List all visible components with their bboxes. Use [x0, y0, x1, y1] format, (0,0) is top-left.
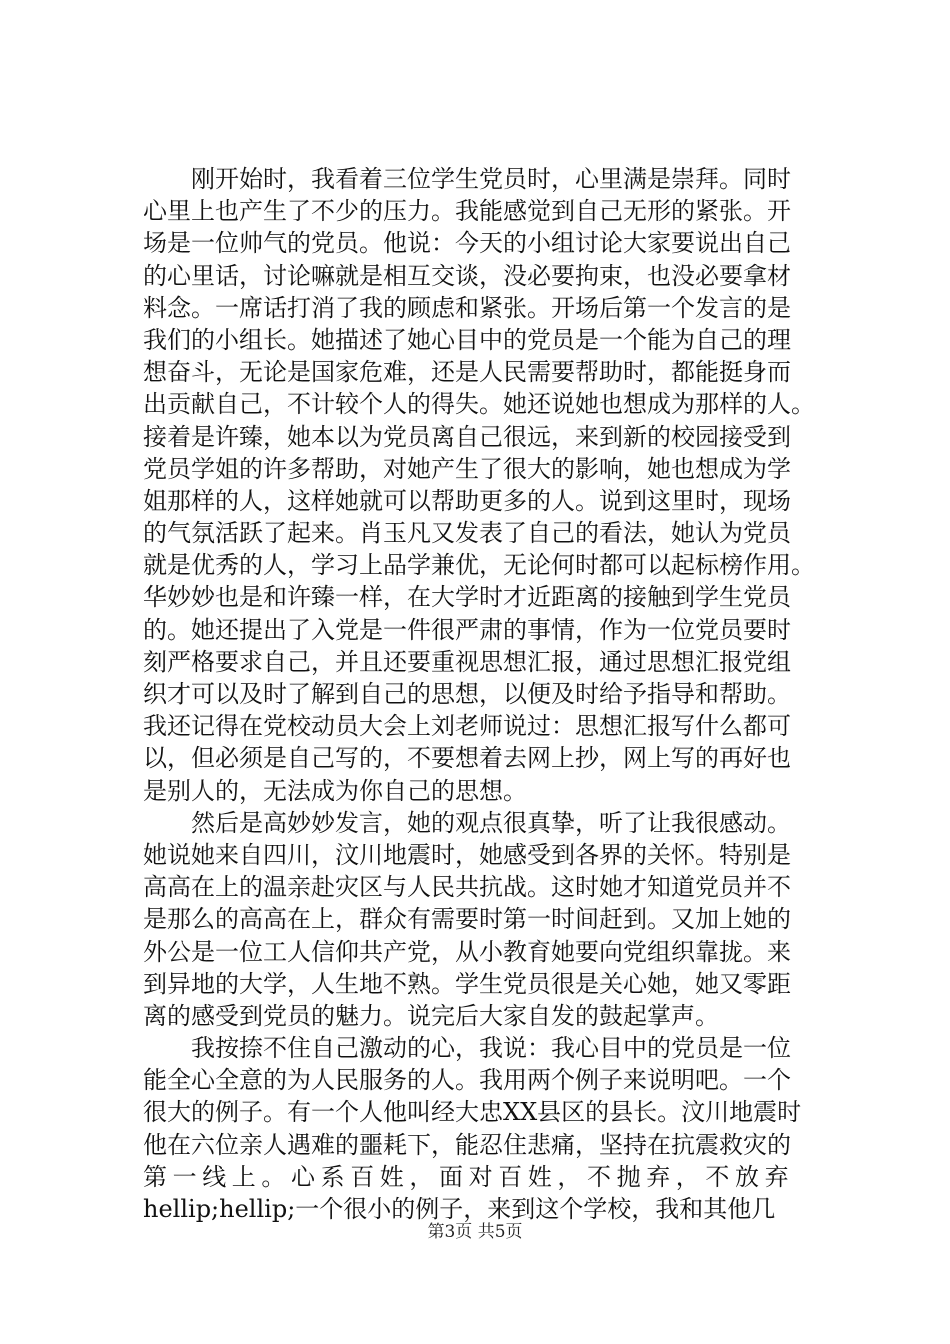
text-line: 她说她来自四川，汶川地震时，她感受到各界的关怀。特别是 — [143, 840, 791, 869]
text-line: 的。她还提出了入党是一件很严肃的事情，作为一位党员要时 — [143, 615, 791, 644]
text-line: 以，但必须是自己写的，不要想着去网上抄，网上写的再好也 — [143, 744, 791, 773]
text-line: 就是优秀的人，学习上品学兼优，无论何时都可以起标榜作用。 — [143, 551, 815, 580]
text-line: 料念。一席话打消了我的顾虑和紧张。开场后第一个发言的是 — [143, 293, 791, 322]
text-line: 织才可以及时了解到自己的思想，以便及时给予指导和帮助。 — [143, 680, 791, 708]
text-line: 想奋斗，无论是国家危难，还是人民需要帮助时，都能挺身而 — [143, 358, 791, 387]
text-line: 很大的例子。有一个人他叫经大忠XX县区的县长。汶川地震时 — [143, 1098, 802, 1127]
text-line: 我还记得在党校动员大会上刘老师说过：思想汇报写什么都可 — [143, 712, 791, 741]
text-line: 出贡献自己，不计较个人的得失。她还说她也想成为那样的人。 — [143, 390, 815, 419]
text-line: 场是一位帅气的党员。他说：今天的小组讨论大家要说出自己 — [143, 229, 791, 258]
text-line: 的心里话，讨论嘛就是相互交谈，没必要拘束，也没必要拿材 — [143, 261, 791, 290]
text-line: 的气氛活跃了起来。肖玉凡又发表了自己的看法，她认为党员 — [143, 519, 791, 548]
text-line: 到异地的大学，人生地不熟。学生党员很是关心她，她又零距 — [143, 969, 791, 998]
page-footer — [0, 1217, 950, 1242]
text-line: 心里上也产生了不少的压力。我能感觉到自己无形的紧张。开 — [143, 197, 791, 226]
page-number: 第3页 共5页 — [427, 1222, 523, 1242]
text-line: 外公是一位工人信仰共产党，从小教育她要向党组织靠拢。来 — [143, 937, 791, 966]
text-line: 高高在上的温亲赴灾区与人民共抗战。这时她才知道党员并不 — [143, 873, 791, 902]
text-line: 是那么的高高在上，群众有需要时第一时间赶到。又加上她的 — [143, 905, 791, 934]
text-line: 离的感受到党员的魅力。说完后大家自发的鼓起掌声。 — [143, 1001, 719, 1030]
text-line: 是别人的，无法成为你自己的思想。 — [143, 776, 527, 805]
text-line: 刚开始时，我看着三位学生党员时，心里满是崇拜。同时 — [191, 165, 791, 193]
text-line: 接着是许臻，她本以为党员离自己很远，来到新的校园接受到 — [143, 422, 791, 451]
text-line: 姐那样的人，这样她就可以帮助更多的人。说到这里时，现场 — [143, 486, 791, 515]
text-line: 我们的小组长。她描述了她心目中的党员是一个能为自己的理 — [143, 325, 791, 354]
text-line: hellip;hellip;一个很小的例子，来到这个学校，我和其他几 — [143, 1195, 776, 1223]
text-line: 他在六位亲人遇难的噩耗下，能忍住悲痛，坚持在抗震救灾的 — [143, 1130, 791, 1159]
text-line: 党员学姐的许多帮助，对她产生了很大的影响，她也想成为学 — [143, 454, 791, 483]
body-text — [143, 163, 831, 1225]
text-line: 华妙妙也是和许臻一样，在大学时才近距离的接触到学生党员 — [143, 583, 791, 612]
text-line: 第一线上。心系百姓，面对百姓，不抛弃，不放弃 — [143, 1162, 795, 1191]
text-line: 我按捺不住自己激动的心，我说：我心目中的党员是一位 — [191, 1034, 791, 1063]
text-line: 能全心全意的为人民服务的人。我用两个例子来说明吧。一个 — [143, 1066, 791, 1095]
text-line: 刻严格要求自己，并且还要重视思想汇报，通过思想汇报党组 — [143, 647, 791, 676]
text-line: 然后是高妙妙发言，她的观点很真挚，听了让我很感动。 — [191, 808, 791, 837]
